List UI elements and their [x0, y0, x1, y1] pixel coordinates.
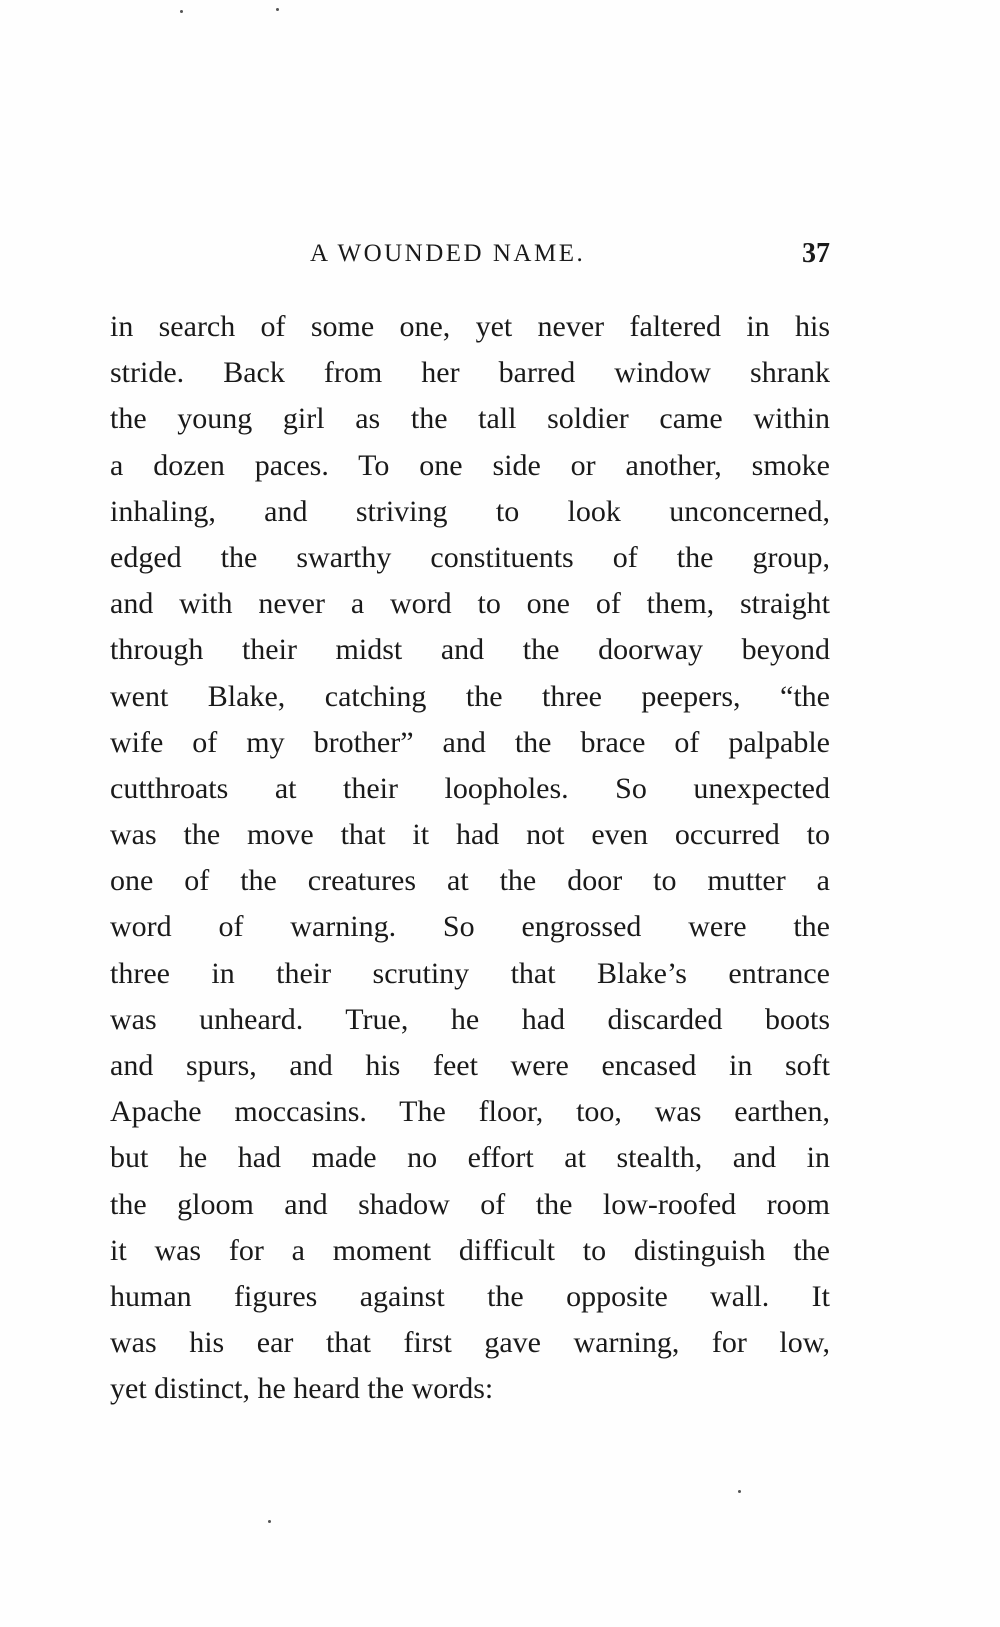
- text-line: inhaling, and striving to look unconcerned,: [110, 494, 830, 528]
- text-line: was unheard. True, he had discarded boots: [110, 1002, 830, 1036]
- text-line: three in their scrutiny that Blake’s entrance: [110, 956, 830, 990]
- print-speck: [276, 8, 279, 11]
- text-line: stride. Back from her barred window shrank: [110, 356, 830, 390]
- text-line: the young girl as the tall soldier came within: [110, 402, 830, 436]
- print-speck: [180, 10, 183, 13]
- text-line: went Blake, catching the three peepers, “the: [110, 679, 830, 713]
- text-line: in search of some one, yet never faltered in his: [110, 310, 830, 343]
- text-line: and with never a word to one of them, straight: [110, 587, 830, 621]
- text-line: and spurs, and his feet were encased in soft: [110, 1049, 830, 1082]
- text-line: through their midst and the doorway beyond: [110, 633, 830, 667]
- print-speck: [268, 1520, 271, 1523]
- text-line: human figures against the opposite wall. It: [110, 1279, 830, 1313]
- text-line: yet distinct, he heard the words:: [110, 1372, 494, 1406]
- body-text: [110, 304, 830, 1413]
- page-number: 37: [802, 238, 830, 269]
- text-line: cutthroats at their loopholes. So unexpected: [110, 771, 830, 805]
- text-line: wife of my brother” and the brace of palpable: [110, 725, 830, 759]
- print-speck: [738, 1490, 741, 1493]
- text-line: the gloom and shadow of the low-roofed room: [110, 1187, 830, 1221]
- running-head: [110, 240, 830, 280]
- text-line: one of the creatures at the door to mutter a: [110, 864, 830, 898]
- text-line: Apache moccasins. The floor, too, was earthen,: [110, 1095, 830, 1129]
- text-line: was his ear that first gave warning, for low,: [110, 1326, 830, 1360]
- text-line: word of warning. So engrossed were the: [110, 910, 830, 944]
- running-title: A WOUNDED NAME.: [310, 240, 586, 267]
- text-line: edged the swarthy constituents of the group,: [110, 540, 830, 574]
- text-line: it was for a moment difficult to distinguish the: [110, 1233, 830, 1267]
- text-line: was the move that it had not even occurred to: [110, 818, 830, 852]
- text-line: but he had made no effort at stealth, and in: [110, 1141, 830, 1175]
- text-line: a dozen paces. To one side or another, smoke: [110, 448, 830, 482]
